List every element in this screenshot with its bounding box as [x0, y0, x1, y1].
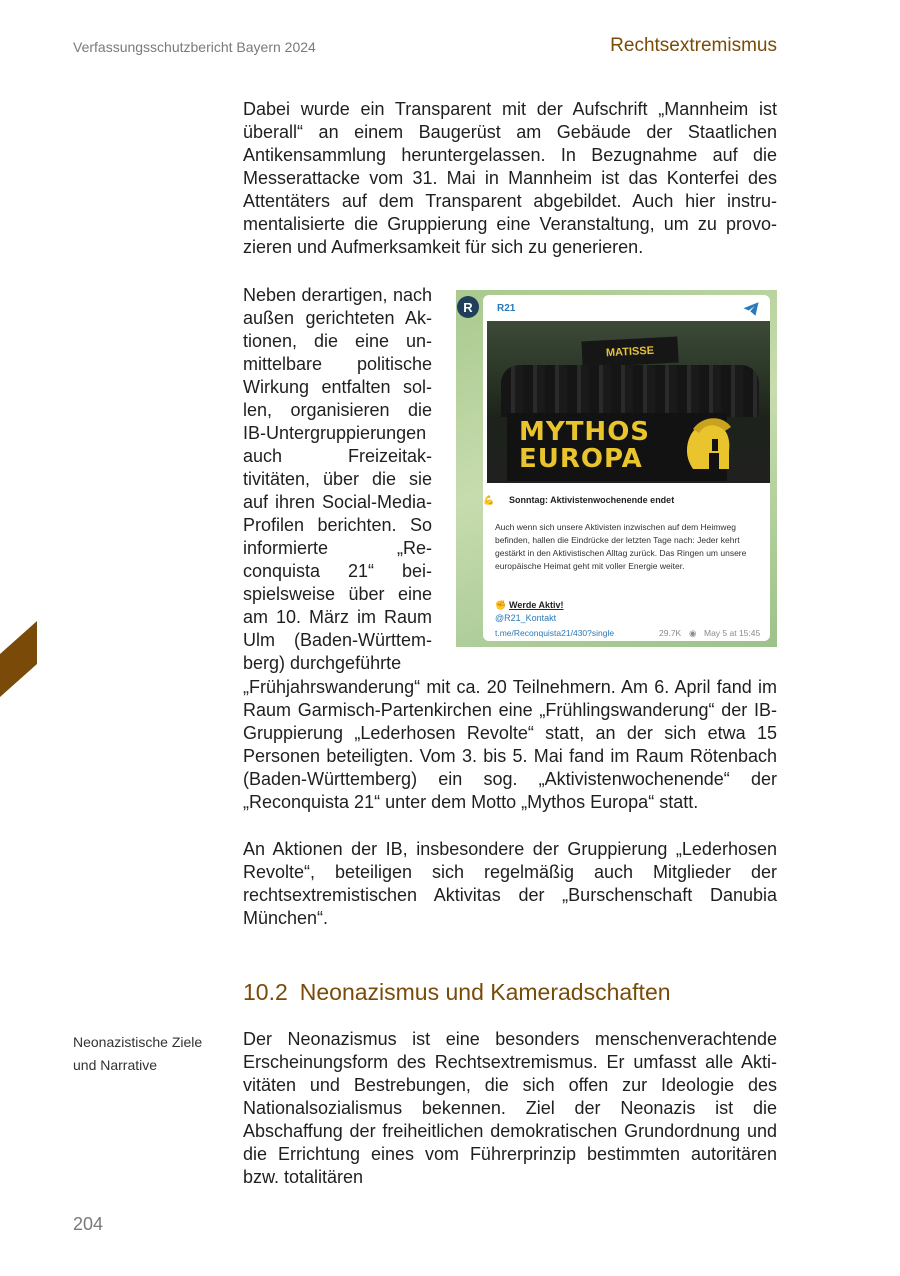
banner-line-2: EUROPA: [519, 444, 643, 474]
post-photo: [487, 321, 770, 483]
paragraph-neonazism: Der Neonazismus ist eine besonders menschenverachtende Erscheinungsform des Rechtsextremismus. Er umfasst alle Aktivitäten und Bestrebungen, die sich offen zur Ideologie des Nationalsozialismus bekennen. Ziel der Neonazis ist die Abschaffung der freiheitlichen demokratischen Grundordnung und die Errichtung eines vom Führerprinzip bestimmten autoritären bzw. totalitären: [243, 1029, 777, 1187]
section-title: Neonazismus und Kameradschaften: [299, 979, 671, 1005]
paragraph-danubia: An Aktionen der IB, insbesondere der Gruppierung „Lederhosen Revolte“, beteiligen sich regelmäßig auch Mitglieder der rechtsextremistischen Aktivitas der „Burschenschaft Danubia München“.: [243, 839, 777, 928]
telegram-post-screenshot: [456, 290, 777, 647]
mythos-europa-banner: [507, 413, 727, 481]
cta-link[interactable]: Werde Aktiv!: [509, 600, 564, 610]
headline-emoji: 💪: [483, 495, 495, 505]
eye-icon: ◉: [689, 628, 697, 638]
section-number: 10.2: [243, 979, 288, 1005]
cta-emoji: ✊: [495, 600, 507, 610]
post-body: Auch wenn sich unsere Aktivisten inzwischen auf dem Heimweg befinden, hallen die Eindrücke der letzten Tage nach: Jeder kehrt gestärkt in den Aktivistischen Alltag zurück. Das Ringen um unsere europäische Heimat geht mit voller Energie weiter.: [495, 522, 747, 571]
post-headline: Sonntag: Aktivistenwochenende endet: [509, 495, 675, 505]
running-header-title: Verfassungsschutzbericht Bayern 2024: [73, 39, 316, 55]
channel-name: R21: [497, 303, 516, 314]
section-heading: [243, 979, 671, 1006]
channel-avatar: R: [457, 296, 479, 318]
small-banner: MATISSE: [581, 337, 678, 368]
paragraph-banner-action: Dabei wurde ein Transparent mit der Aufschrift „Mannheim ist überall“ an einem Baugerüst am Gebäude der Staatlichen Antikensammlung heruntergelassen. In Bezugnahme auf die Messerattacke vom 31. Mai in Mannheim ist das Konterfei des Attentäters auf dem Transparent abgebildet. Auch hier instrumentalisierte die Gruppierung eine Veranstaltung, um zu provozieren und Aufmerksamkeit für sich zu generieren.: [243, 99, 777, 257]
spartan-helmet-icon: [679, 417, 735, 477]
telegram-share-icon: [742, 301, 760, 317]
group-of-people: [501, 365, 759, 417]
paragraph-leisure-activities-continued: „Frühjahrswanderung“ mit ca. 20 Teilnehmern. Am 6. April fand im Raum Garmisch-Partenkirchen eine „Frühlingswanderung“ der IB-Gruppierung „Lederhosen Revolte“ statt, an der sich etwa 15 Personen beteiligten. Vom 3. bis 5. Mai fand im Raum Rötenbach (Baden-Württemberg) ein sog. „Aktivistenwochenende“ der „Reconquista 21“ unter dem Motto „Mythos Europa“ statt.: [243, 677, 777, 812]
contact-link[interactable]: @R21_Kontakt: [495, 613, 557, 623]
view-count: 29.7K: [659, 628, 682, 638]
post-card: [483, 295, 770, 641]
paragraph-leisure-activities-wrapped: Neben derartigen, nach außen gerichteten Aktionen, die eine unmittelbare politische Wirkung entfalten sollen, organisieren die IB-Untergruppierungen auch Freizeitaktivitäten, über die sie auf ihren Social-Media-Profilen berichten. So informierte „Reconquista 21“ beispielsweise über eine am 10. März im Raum Ulm (Baden-Württemberg) durchgeführte: [243, 285, 432, 673]
margin-note: Neonazistische Ziele und Narrative: [73, 1034, 203, 1073]
page-number: 204: [73, 1214, 104, 1234]
post-date: May 5 at 15:45: [704, 628, 761, 638]
banner-text: [519, 419, 650, 473]
running-header-chapter: Rechtsextremismus: [610, 35, 777, 56]
post-link[interactable]: t.me/Reconquista21/430?single: [495, 628, 615, 638]
banner-line-1: MYTHOS: [519, 417, 651, 447]
brown-side-tab: [0, 621, 37, 697]
